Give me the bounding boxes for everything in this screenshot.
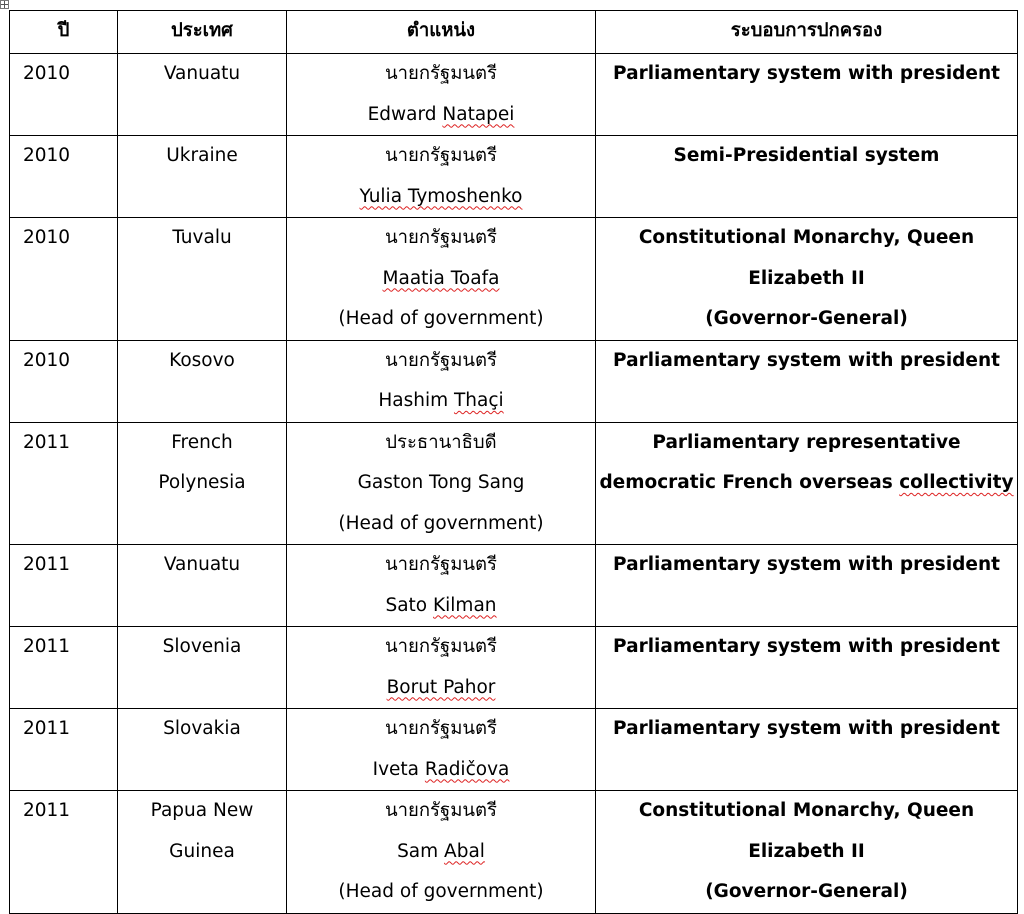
cell-year bbox=[10, 340, 118, 422]
country-text: Slovenia bbox=[162, 636, 242, 657]
position-text: นายกรัฐมนตรี bbox=[384, 800, 497, 821]
system-text: Constitutional Monarchy, Queen bbox=[638, 227, 975, 248]
position-text: Hashim Thaçi bbox=[378, 390, 504, 411]
cell-country bbox=[118, 136, 287, 218]
cell-position bbox=[287, 136, 596, 218]
header-system: ระบอบการปกครอง bbox=[596, 11, 1018, 54]
cell-system bbox=[596, 627, 1018, 709]
position-text: Iveta Radičova bbox=[372, 758, 510, 780]
spellcheck-flagged-text: collectivity bbox=[899, 472, 1014, 493]
system-text: democratic French overseas collectivity bbox=[599, 472, 1014, 493]
table-row bbox=[10, 54, 1018, 136]
table-row bbox=[10, 709, 1018, 791]
position-text: Sam Abal bbox=[397, 840, 485, 862]
cell-position bbox=[287, 545, 596, 627]
year-text: 2011 bbox=[23, 554, 71, 575]
cell-position bbox=[287, 791, 596, 914]
header-country: ประเทศ bbox=[118, 11, 287, 54]
spellcheck-flagged-text: Maatia Toafa bbox=[382, 267, 500, 289]
cell-position bbox=[287, 627, 596, 709]
year-text: 2011 bbox=[23, 431, 71, 453]
position-text: นายกรัฐมนตรี bbox=[384, 636, 497, 657]
position-text: Gaston Tong Sang bbox=[357, 472, 525, 493]
spellcheck-flagged-text: Abal bbox=[444, 840, 485, 862]
position-text: (Head of government) bbox=[338, 881, 544, 902]
cell-system bbox=[596, 545, 1018, 627]
system-text: Elizabeth II bbox=[748, 267, 865, 289]
system-text: Parliamentary system with president bbox=[613, 63, 1000, 84]
position-text bbox=[287, 668, 595, 709]
year-text: 2010 bbox=[23, 63, 71, 84]
system-text: Constitutional Monarchy, Queen bbox=[638, 800, 975, 821]
cell-country bbox=[118, 709, 287, 791]
year-text: 2011 bbox=[23, 636, 71, 657]
spellcheck-flagged-text: Thaçi bbox=[453, 390, 504, 411]
cell-system bbox=[596, 709, 1018, 791]
cell-country bbox=[118, 791, 287, 914]
cell-year bbox=[10, 709, 118, 791]
position-text: (Head of government) bbox=[338, 512, 544, 534]
cell-system bbox=[596, 340, 1018, 422]
country-text: Ukraine bbox=[166, 145, 238, 166]
table-row bbox=[10, 627, 1018, 709]
year-text: 2011 bbox=[23, 718, 71, 739]
cell-year bbox=[10, 136, 118, 218]
table-row bbox=[10, 218, 1018, 341]
cell-position bbox=[287, 218, 596, 341]
system-text: Parliamentary system with president bbox=[613, 718, 1000, 739]
year-text: 2011 bbox=[23, 800, 71, 821]
position-text: นายกรัฐมนตรี bbox=[384, 145, 497, 166]
table-row bbox=[10, 422, 1018, 545]
system-text: (Governor-General) bbox=[705, 308, 908, 329]
table-row bbox=[10, 136, 1018, 218]
position-text bbox=[287, 177, 595, 218]
year-text: 2010 bbox=[23, 349, 71, 371]
position-text: นายกรัฐมนตรี bbox=[384, 554, 497, 575]
cell-system bbox=[596, 218, 1018, 341]
cell-position bbox=[287, 54, 596, 136]
country-text: Slovakia bbox=[163, 718, 241, 739]
table-row bbox=[10, 545, 1018, 627]
header-year: ปี bbox=[10, 11, 118, 54]
system-text: Parliamentary system with president bbox=[613, 636, 1000, 657]
position-text bbox=[287, 259, 595, 300]
cell-year bbox=[10, 545, 118, 627]
cell-system bbox=[596, 136, 1018, 218]
cell-country bbox=[118, 627, 287, 709]
header-row bbox=[10, 11, 1018, 54]
table-body bbox=[10, 54, 1018, 914]
cell-system bbox=[596, 422, 1018, 545]
position-text: นายกรัฐมนตรี bbox=[384, 718, 497, 739]
table-row bbox=[10, 791, 1018, 914]
position-text: นายกรัฐมนตรี bbox=[384, 349, 497, 371]
cell-position bbox=[287, 340, 596, 422]
position-text: Sato Kilman bbox=[385, 594, 497, 616]
spellcheck-flagged-text: Borut Pahor bbox=[386, 676, 496, 698]
cell-country bbox=[118, 545, 287, 627]
government-table bbox=[9, 10, 1018, 914]
position-text: Edward Natapei bbox=[367, 103, 515, 125]
cell-year bbox=[10, 422, 118, 545]
position-text: นายกรัฐมนตรี bbox=[384, 63, 497, 84]
system-text: Parliamentary system with president bbox=[613, 554, 1000, 575]
country-text: Papua New bbox=[150, 800, 254, 821]
country-text: Tuvalu bbox=[172, 227, 232, 248]
position-text: ประธานาธิบดี bbox=[385, 431, 497, 453]
system-text: Parliamentary system with president bbox=[613, 349, 1000, 371]
year-text: 2010 bbox=[23, 227, 71, 248]
header-position: ตำแหน่ง bbox=[287, 11, 596, 54]
spellcheck-flagged-text: Radičova bbox=[424, 758, 510, 780]
country-text: Guinea bbox=[169, 840, 235, 862]
cell-position bbox=[287, 422, 596, 545]
country-text: French bbox=[171, 431, 233, 453]
table-row bbox=[10, 340, 1018, 422]
position-text: นายกรัฐมนตรี bbox=[384, 227, 497, 248]
cell-system bbox=[596, 54, 1018, 136]
cell-year bbox=[10, 54, 118, 136]
cell-year bbox=[10, 627, 118, 709]
table-move-handle-icon[interactable] bbox=[0, 0, 9, 9]
spellcheck-flagged-text: Natapei bbox=[442, 103, 515, 125]
cell-system bbox=[596, 791, 1018, 914]
cell-country bbox=[118, 54, 287, 136]
cell-year bbox=[10, 218, 118, 341]
year-text: 2010 bbox=[23, 145, 71, 166]
system-text: Parliamentary representative bbox=[652, 431, 961, 453]
country-text: Kosovo bbox=[169, 349, 235, 371]
cell-country bbox=[118, 422, 287, 545]
system-text: Elizabeth II bbox=[748, 840, 865, 862]
country-text: Vanuatu bbox=[163, 554, 241, 575]
position-text: (Head of government) bbox=[338, 308, 544, 329]
cell-country bbox=[118, 340, 287, 422]
spellcheck-flagged-text: Yulia Tymoshenko bbox=[359, 185, 523, 207]
cell-position bbox=[287, 709, 596, 791]
cell-country bbox=[118, 218, 287, 341]
spellcheck-flagged-text: Kilman bbox=[433, 594, 497, 616]
cell-year bbox=[10, 791, 118, 914]
system-text: (Governor-General) bbox=[705, 881, 908, 902]
country-text: Vanuatu bbox=[163, 63, 241, 84]
country-text: Polynesia bbox=[158, 472, 246, 493]
system-text: Semi-Presidential system bbox=[673, 145, 940, 166]
